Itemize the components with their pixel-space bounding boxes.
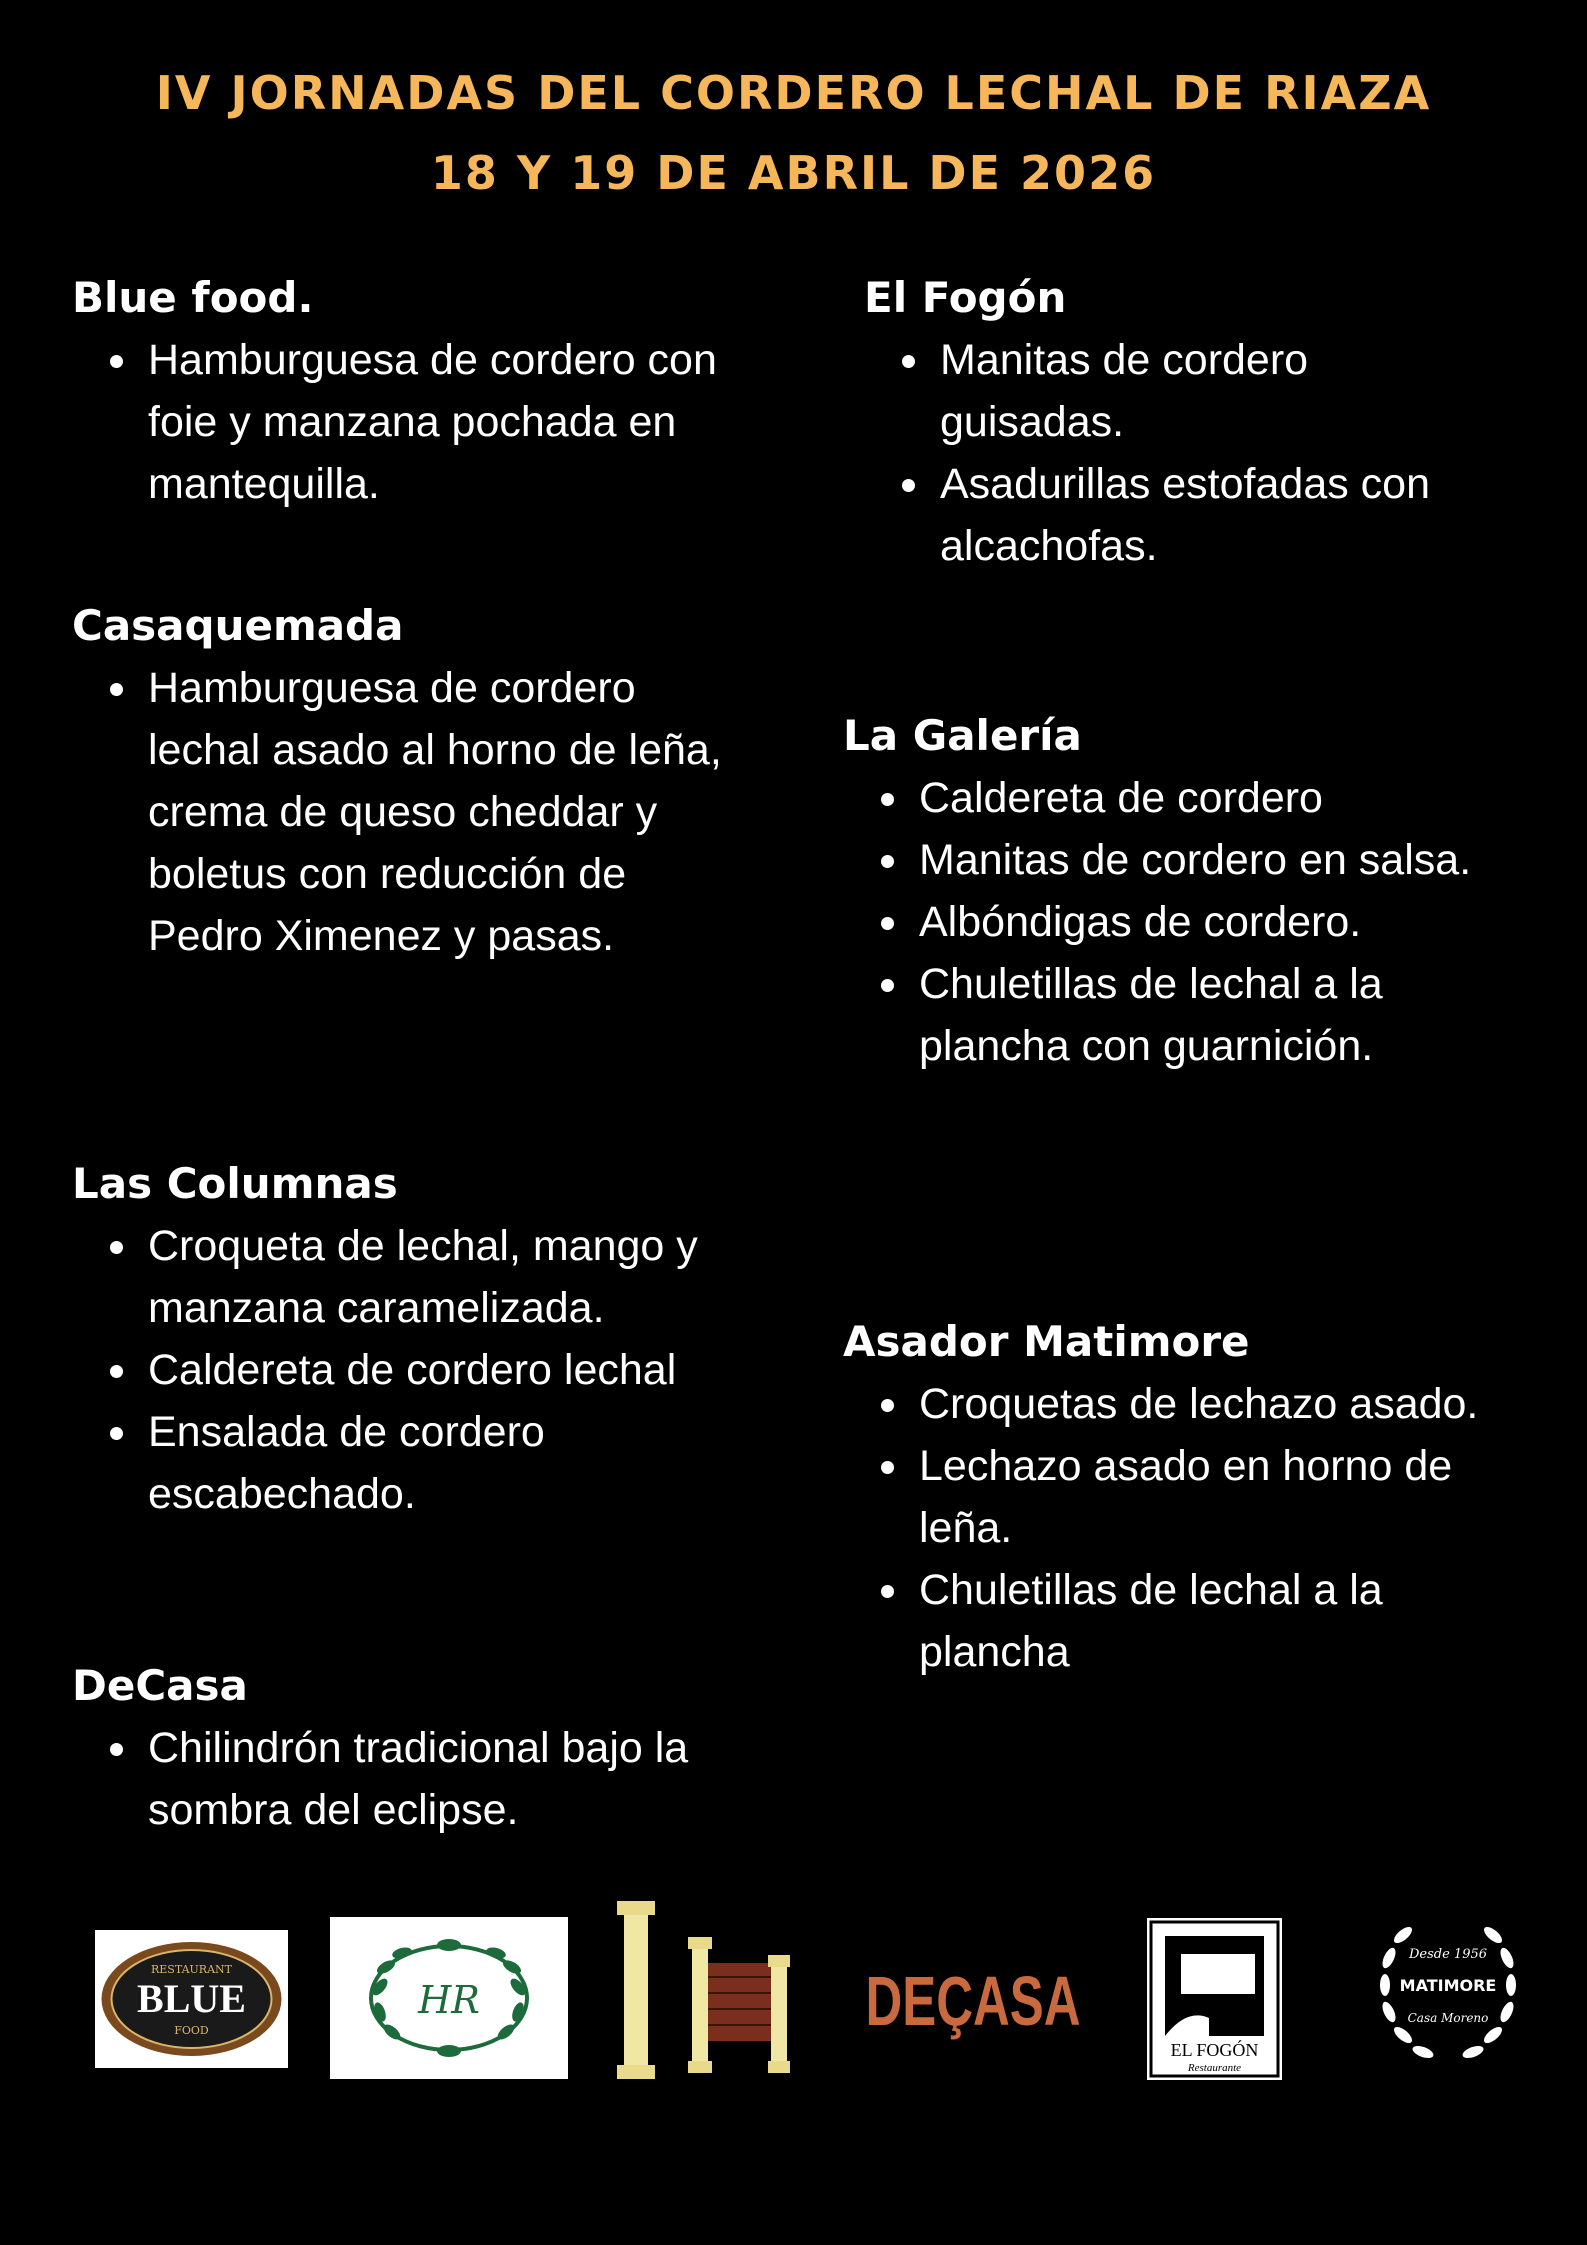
restaurant-name: El Fogón [864,273,1067,322]
logo-text: FOOD [174,2024,209,2037]
matimore-logo [1363,1900,1533,2070]
blue-food-logo [95,1930,288,2068]
restaurant-la-galeria [843,705,1523,1077]
dish-list [843,1373,1523,1683]
logo-text: Desde 1956 [1408,1947,1488,1962]
dish-item: Chuletillas de lechal a la plancha con guarnición. [919,953,1523,1077]
dish-item: Caldereta de cordero lechal [148,1339,732,1401]
restaurant-las-columnas [72,1153,732,1525]
event-dates: 18 Y 19 DE ABRIL DE 2026 [430,146,1157,200]
logo-text: MATIMORE [1399,1976,1497,1995]
restaurant-casaquemada [72,595,732,967]
dish-item: Chilindrón tradicional bajo la sombra del eclipse. [148,1717,732,1841]
dish-item: Ensalada de cordero escabechado. [148,1401,732,1525]
dish-list [72,1717,732,1841]
logo-text: Restaurante [1187,2062,1242,2074]
las-columnas-logo [612,1901,797,2081]
restaurant-name: Las Columnas [72,1159,398,1208]
logo-text: BLUE [137,1976,246,2021]
dish-list [72,1215,732,1525]
logo-text: EL FOGÓN [1170,2040,1259,2060]
dish-item: Caldereta de cordero [919,767,1523,829]
dish-list [72,329,732,515]
dish-item: Croquetas de lechazo asado. [919,1373,1523,1435]
dish-item: Hamburguesa de cordero lechal asado al horno de leña, crema de queso cheddar y boletus con reducción de Pedro Ximenez y pasas. [148,657,732,967]
dish-list [864,329,1504,577]
dish-item: Croqueta de lechal, mango y manzana caramelizada. [148,1215,732,1339]
dish-item: Lechazo asado en horno de leña. [919,1435,1523,1559]
restaurant-asador-matimore [843,1311,1523,1683]
decasa-logo [858,1925,1088,2075]
dish-item: Manitas de cordero guisadas. [940,329,1504,453]
restaurant-name: DeCasa [72,1661,248,1710]
restaurant-decasa [72,1655,732,1841]
logo-text: RESTAURANT [151,1963,232,1976]
logo-text: Casa Moreno [1407,2011,1489,2025]
dish-list [843,767,1523,1077]
event-title: IV JORNADAS DEL CORDERO LECHAL DE RIAZA [155,66,1432,120]
dish-item: Asadurillas estofadas con alcachofas. [940,453,1504,577]
dish-item: Hamburguesa de cordero con foie y manzana pochada en mantequilla. [148,329,732,515]
restaurant-el-fogon [864,267,1504,577]
restaurant-blue-food [72,267,732,515]
restaurant-name: Asador Matimore [843,1317,1250,1366]
dish-item: Manitas de cordero en salsa. [919,829,1523,891]
dish-list [72,657,732,967]
dish-item: Chuletillas de lechal a la plancha [919,1559,1523,1683]
restaurant-name: Casaquemada [72,601,404,650]
hr-laurel-logo [330,1917,568,2079]
logo-text: HR [418,1978,480,2022]
dish-item: Albóndigas de cordero. [919,891,1523,953]
restaurant-name: Blue food. [72,273,314,322]
logo-text: DEÇASA [865,1962,1081,2040]
el-fogon-logo [1147,1918,1282,2080]
restaurant-name: La Galería [843,711,1082,760]
